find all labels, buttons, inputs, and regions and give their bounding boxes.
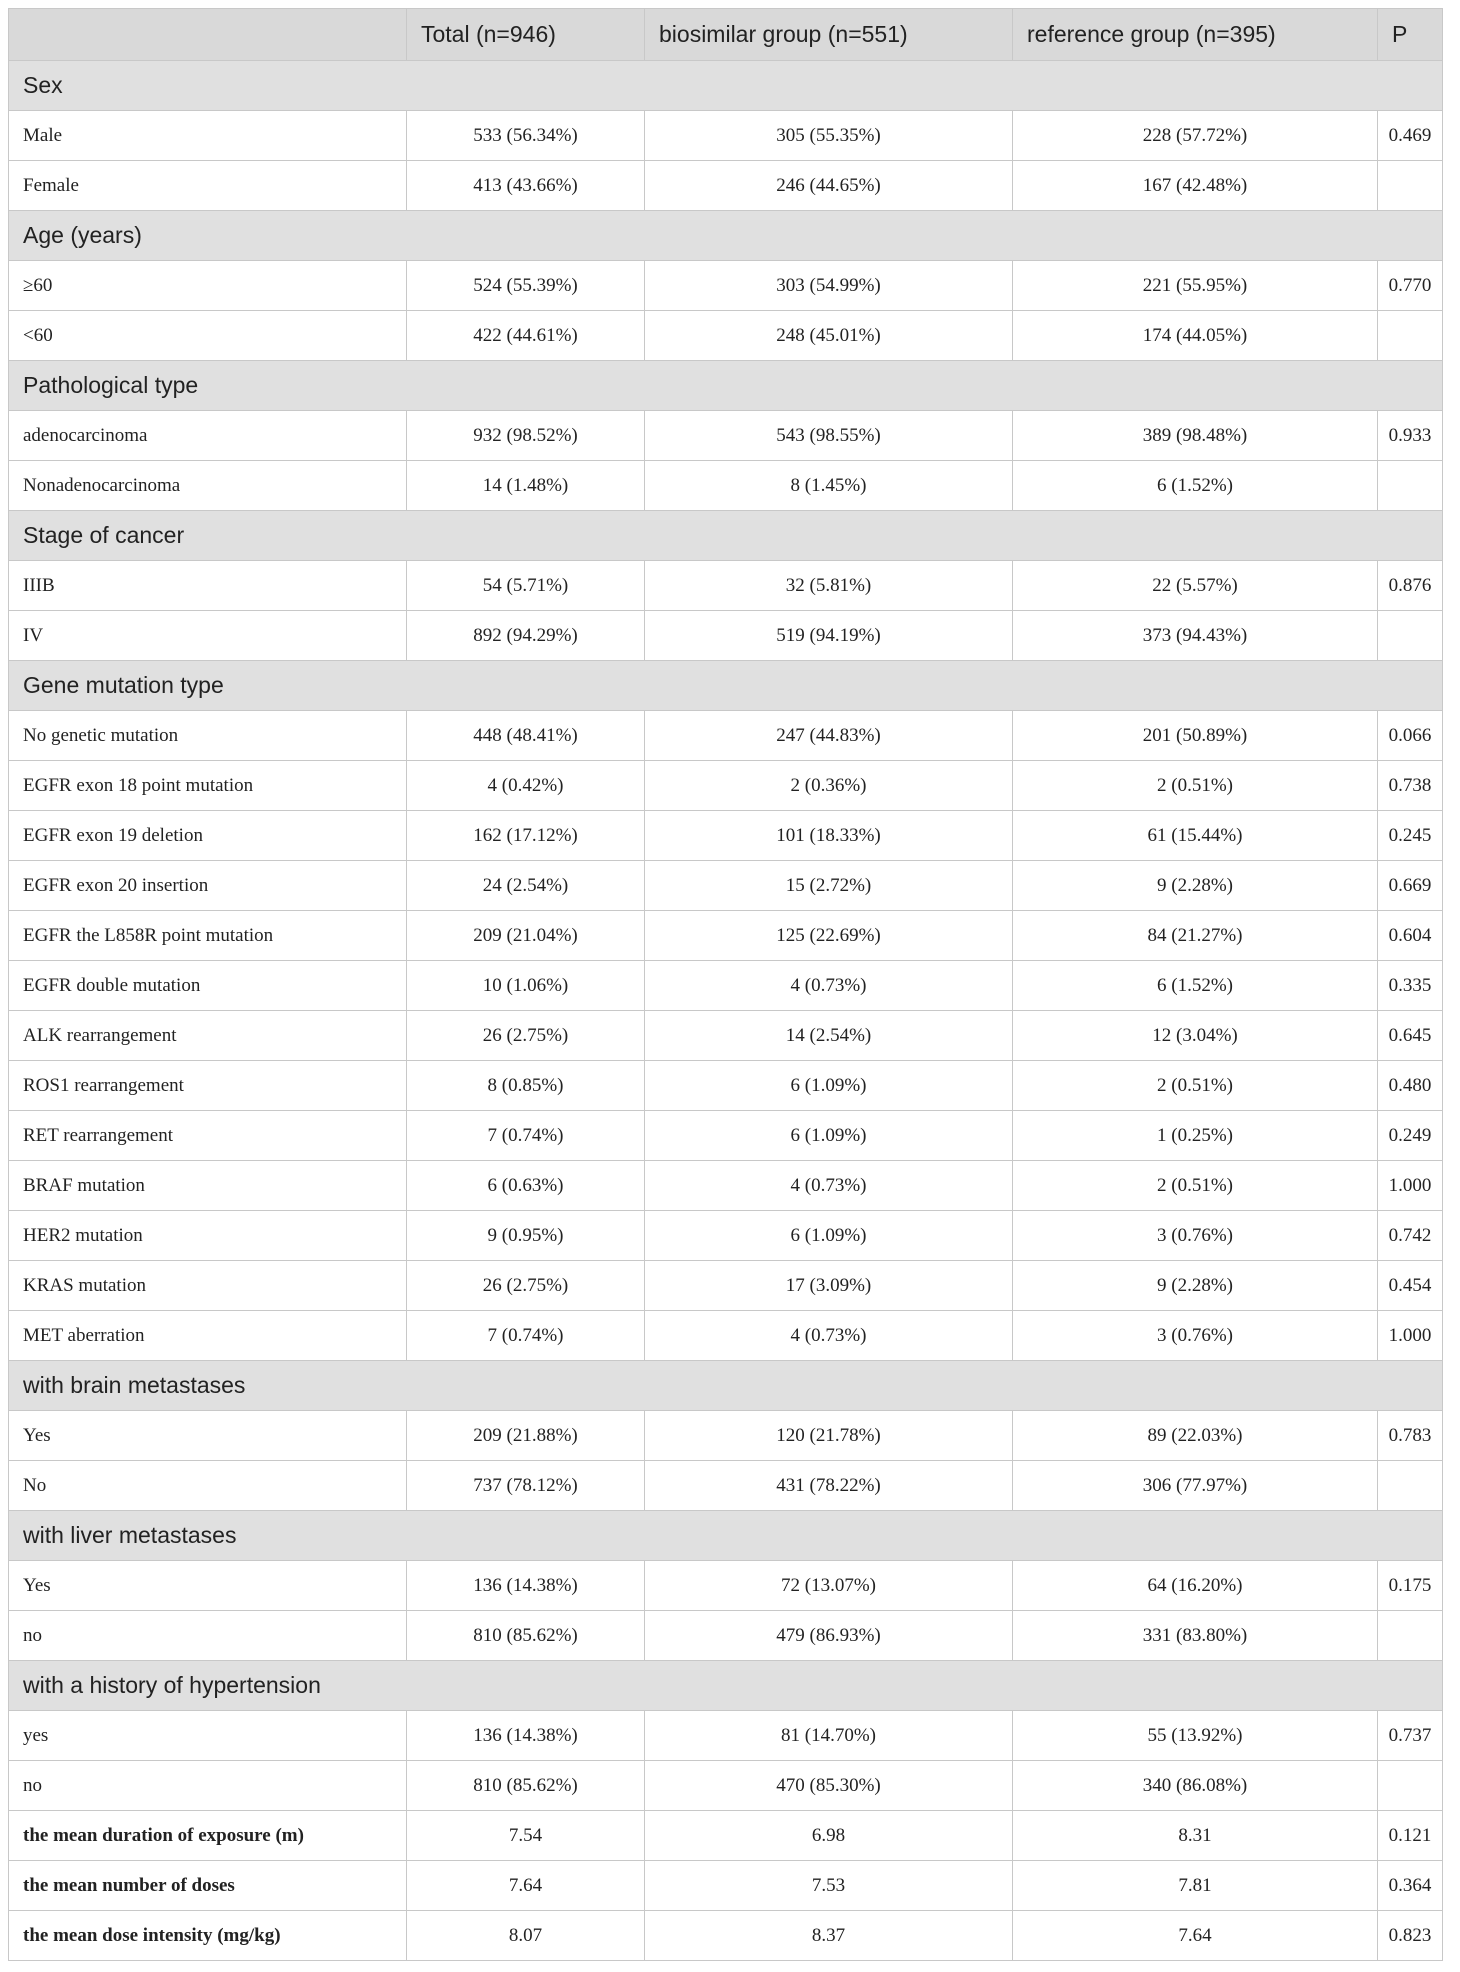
cell-label: KRAS mutation	[9, 1261, 407, 1311]
cell-label: Male	[9, 111, 407, 161]
table-row	[9, 1861, 1443, 1911]
table-row	[9, 811, 1443, 861]
cell-p-value: 0.783	[1378, 1411, 1443, 1461]
cell-total: 8.07	[407, 1911, 645, 1961]
cell-biosimilar: 303 (54.99%)	[645, 261, 1013, 311]
cell-reference: 6 (1.52%)	[1013, 461, 1378, 511]
cell-reference: 64 (16.20%)	[1013, 1561, 1378, 1611]
section-row	[9, 661, 1443, 711]
cell-reference: 221 (55.95%)	[1013, 261, 1378, 311]
table-header-row	[9, 9, 1443, 61]
cell-total: 810 (85.62%)	[407, 1611, 645, 1661]
header-cell-p: P	[1378, 9, 1443, 61]
cell-label: EGFR exon 18 point mutation	[9, 761, 407, 811]
cell-label: EGFR exon 19 deletion	[9, 811, 407, 861]
cell-total: 14 (1.48%)	[407, 461, 645, 511]
cell-biosimilar: 6.98	[645, 1811, 1013, 1861]
cell-biosimilar: 6 (1.09%)	[645, 1211, 1013, 1261]
section-row	[9, 1361, 1443, 1411]
cell-biosimilar: 4 (0.73%)	[645, 1311, 1013, 1361]
cell-p-value: 0.249	[1378, 1111, 1443, 1161]
cell-reference: 331 (83.80%)	[1013, 1611, 1378, 1661]
cell-label: EGFR double mutation	[9, 961, 407, 1011]
cell-total: 7.64	[407, 1861, 645, 1911]
cell-p-value	[1378, 311, 1443, 361]
cell-reference: 3 (0.76%)	[1013, 1211, 1378, 1261]
cell-biosimilar: 8 (1.45%)	[645, 461, 1013, 511]
cell-biosimilar: 120 (21.78%)	[645, 1411, 1013, 1461]
cell-reference: 61 (15.44%)	[1013, 811, 1378, 861]
cell-total: 24 (2.54%)	[407, 861, 645, 911]
cell-biosimilar: 246 (44.65%)	[645, 161, 1013, 211]
cell-label: EGFR exon 20 insertion	[9, 861, 407, 911]
table-row	[9, 1761, 1443, 1811]
cell-biosimilar: 2 (0.36%)	[645, 761, 1013, 811]
cell-total: 209 (21.04%)	[407, 911, 645, 961]
cell-p-value	[1378, 611, 1443, 661]
cell-total: 448 (48.41%)	[407, 711, 645, 761]
cell-p-value: 0.454	[1378, 1261, 1443, 1311]
cell-biosimilar: 8.37	[645, 1911, 1013, 1961]
table-row	[9, 1161, 1443, 1211]
table-row	[9, 111, 1443, 161]
cell-biosimilar: 7.53	[645, 1861, 1013, 1911]
cell-total: 737 (78.12%)	[407, 1461, 645, 1511]
cell-p-value: 0.335	[1378, 961, 1443, 1011]
cell-biosimilar: 6 (1.09%)	[645, 1111, 1013, 1161]
cell-biosimilar: 6 (1.09%)	[645, 1061, 1013, 1111]
table-row	[9, 311, 1443, 361]
cell-biosimilar: 248 (45.01%)	[645, 311, 1013, 361]
table-row	[9, 1261, 1443, 1311]
cell-label: IIIB	[9, 561, 407, 611]
cell-p-value: 0.604	[1378, 911, 1443, 961]
cell-label: EGFR the L858R point mutation	[9, 911, 407, 961]
cell-total: 7 (0.74%)	[407, 1111, 645, 1161]
cell-biosimilar: 125 (22.69%)	[645, 911, 1013, 961]
cell-biosimilar: 543 (98.55%)	[645, 411, 1013, 461]
cell-reference: 306 (77.97%)	[1013, 1461, 1378, 1511]
cell-label: RET rearrangement	[9, 1111, 407, 1161]
section-label: with brain metastases	[9, 1361, 1443, 1411]
baseline-characteristics-table	[8, 8, 1443, 1961]
cell-p-value: 0.245	[1378, 811, 1443, 861]
cell-total: 7 (0.74%)	[407, 1311, 645, 1361]
cell-biosimilar: 4 (0.73%)	[645, 961, 1013, 1011]
cell-label: ROS1 rearrangement	[9, 1061, 407, 1111]
cell-p-value: 0.364	[1378, 1861, 1443, 1911]
cell-total: 10 (1.06%)	[407, 961, 645, 1011]
cell-label: IV	[9, 611, 407, 661]
cell-p-value: 0.645	[1378, 1011, 1443, 1061]
cell-reference: 3 (0.76%)	[1013, 1311, 1378, 1361]
table-row	[9, 1011, 1443, 1061]
cell-p-value: 0.738	[1378, 761, 1443, 811]
header-cell-biosimilar: biosimilar group (n=551)	[645, 9, 1013, 61]
cell-total: 6 (0.63%)	[407, 1161, 645, 1211]
cell-reference: 7.81	[1013, 1861, 1378, 1911]
cell-p-value	[1378, 1611, 1443, 1661]
cell-label: No genetic mutation	[9, 711, 407, 761]
table-row	[9, 711, 1443, 761]
cell-total: 136 (14.38%)	[407, 1561, 645, 1611]
cell-p-value: 0.480	[1378, 1061, 1443, 1111]
section-row	[9, 361, 1443, 411]
cell-reference: 228 (57.72%)	[1013, 111, 1378, 161]
cell-label: ≥60	[9, 261, 407, 311]
cell-label: ALK rearrangement	[9, 1011, 407, 1061]
cell-biosimilar: 431 (78.22%)	[645, 1461, 1013, 1511]
cell-p-value: 0.121	[1378, 1811, 1443, 1861]
cell-label: the mean number of doses	[9, 1861, 407, 1911]
cell-label: <60	[9, 311, 407, 361]
table-row	[9, 1111, 1443, 1161]
cell-reference: 201 (50.89%)	[1013, 711, 1378, 761]
cell-label: MET aberration	[9, 1311, 407, 1361]
cell-reference: 2 (0.51%)	[1013, 761, 1378, 811]
section-label: with a history of hypertension	[9, 1661, 1443, 1711]
section-row	[9, 211, 1443, 261]
cell-total: 422 (44.61%)	[407, 311, 645, 361]
cell-biosimilar: 101 (18.33%)	[645, 811, 1013, 861]
cell-total: 892 (94.29%)	[407, 611, 645, 661]
table-row	[9, 911, 1443, 961]
table-row	[9, 761, 1443, 811]
table-row	[9, 261, 1443, 311]
cell-reference: 12 (3.04%)	[1013, 1011, 1378, 1061]
cell-biosimilar: 17 (3.09%)	[645, 1261, 1013, 1311]
cell-p-value: 0.742	[1378, 1211, 1443, 1261]
cell-total: 7.54	[407, 1811, 645, 1861]
cell-label: Yes	[9, 1561, 407, 1611]
cell-biosimilar: 479 (86.93%)	[645, 1611, 1013, 1661]
cell-reference: 9 (2.28%)	[1013, 1261, 1378, 1311]
cell-reference: 174 (44.05%)	[1013, 311, 1378, 361]
table-row	[9, 561, 1443, 611]
cell-label: No	[9, 1461, 407, 1511]
cell-reference: 6 (1.52%)	[1013, 961, 1378, 1011]
cell-p-value: 0.469	[1378, 111, 1443, 161]
table-row	[9, 1461, 1443, 1511]
cell-reference: 7.64	[1013, 1911, 1378, 1961]
cell-reference: 9 (2.28%)	[1013, 861, 1378, 911]
cell-p-value: 0.876	[1378, 561, 1443, 611]
cell-p-value: 0.175	[1378, 1561, 1443, 1611]
table-row	[9, 1711, 1443, 1761]
header-cell-reference: reference group (n=395)	[1013, 9, 1378, 61]
cell-reference: 1 (0.25%)	[1013, 1111, 1378, 1161]
table-row	[9, 1611, 1443, 1661]
cell-biosimilar: 81 (14.70%)	[645, 1711, 1013, 1761]
cell-reference: 167 (42.48%)	[1013, 161, 1378, 211]
cell-p-value	[1378, 161, 1443, 211]
cell-biosimilar: 72 (13.07%)	[645, 1561, 1013, 1611]
cell-biosimilar: 305 (55.35%)	[645, 111, 1013, 161]
section-row	[9, 1661, 1443, 1711]
cell-total: 26 (2.75%)	[407, 1011, 645, 1061]
section-row	[9, 1511, 1443, 1561]
cell-p-value: 0.066	[1378, 711, 1443, 761]
cell-label: BRAF mutation	[9, 1161, 407, 1211]
section-label: Gene mutation type	[9, 661, 1443, 711]
header-cell-variable	[9, 9, 407, 61]
cell-p-value: 0.770	[1378, 261, 1443, 311]
cell-biosimilar: 247 (44.83%)	[645, 711, 1013, 761]
section-label: Sex	[9, 61, 1443, 111]
cell-biosimilar: 14 (2.54%)	[645, 1011, 1013, 1061]
cell-total: 8 (0.85%)	[407, 1061, 645, 1111]
cell-label: Female	[9, 161, 407, 211]
section-label: with liver metastases	[9, 1511, 1443, 1561]
cell-label: adenocarcinoma	[9, 411, 407, 461]
table-row	[9, 961, 1443, 1011]
cell-reference: 22 (5.57%)	[1013, 561, 1378, 611]
cell-total: 9 (0.95%)	[407, 1211, 645, 1261]
table-row	[9, 1911, 1443, 1961]
cell-p-value: 0.823	[1378, 1911, 1443, 1961]
section-label: Stage of cancer	[9, 511, 1443, 561]
cell-total: 162 (17.12%)	[407, 811, 645, 861]
cell-reference: 389 (98.48%)	[1013, 411, 1378, 461]
table-row	[9, 411, 1443, 461]
cell-label: no	[9, 1761, 407, 1811]
table-container	[8, 8, 1442, 1961]
section-row	[9, 511, 1443, 561]
cell-biosimilar: 519 (94.19%)	[645, 611, 1013, 661]
table-row	[9, 1411, 1443, 1461]
cell-total: 26 (2.75%)	[407, 1261, 645, 1311]
cell-p-value	[1378, 461, 1443, 511]
cell-total: 533 (56.34%)	[407, 111, 645, 161]
cell-p-value: 1.000	[1378, 1161, 1443, 1211]
table-row	[9, 1311, 1443, 1361]
cell-label: HER2 mutation	[9, 1211, 407, 1261]
cell-total: 932 (98.52%)	[407, 411, 645, 461]
cell-reference: 89 (22.03%)	[1013, 1411, 1378, 1461]
cell-label: Yes	[9, 1411, 407, 1461]
cell-p-value: 1.000	[1378, 1311, 1443, 1361]
cell-p-value: 0.933	[1378, 411, 1443, 461]
table-row	[9, 1561, 1443, 1611]
cell-biosimilar: 4 (0.73%)	[645, 1161, 1013, 1211]
cell-p-value	[1378, 1761, 1443, 1811]
table-row	[9, 1061, 1443, 1111]
cell-total: 136 (14.38%)	[407, 1711, 645, 1761]
table-row	[9, 161, 1443, 211]
table-row	[9, 611, 1443, 661]
cell-biosimilar: 470 (85.30%)	[645, 1761, 1013, 1811]
cell-reference: 2 (0.51%)	[1013, 1061, 1378, 1111]
table-body	[9, 61, 1443, 1961]
cell-reference: 373 (94.43%)	[1013, 611, 1378, 661]
cell-p-value: 0.737	[1378, 1711, 1443, 1761]
cell-reference: 84 (21.27%)	[1013, 911, 1378, 961]
header-cell-total: Total (n=946)	[407, 9, 645, 61]
table-row	[9, 1211, 1443, 1261]
cell-total: 54 (5.71%)	[407, 561, 645, 611]
cell-total: 524 (55.39%)	[407, 261, 645, 311]
section-row	[9, 61, 1443, 111]
cell-total: 209 (21.88%)	[407, 1411, 645, 1461]
table-row	[9, 861, 1443, 911]
cell-biosimilar: 32 (5.81%)	[645, 561, 1013, 611]
cell-reference: 340 (86.08%)	[1013, 1761, 1378, 1811]
cell-p-value	[1378, 1461, 1443, 1511]
cell-total: 4 (0.42%)	[407, 761, 645, 811]
cell-total: 413 (43.66%)	[407, 161, 645, 211]
section-label: Age (years)	[9, 211, 1443, 261]
section-label: Pathological type	[9, 361, 1443, 411]
cell-total: 810 (85.62%)	[407, 1761, 645, 1811]
cell-label: yes	[9, 1711, 407, 1761]
cell-p-value: 0.669	[1378, 861, 1443, 911]
cell-reference: 8.31	[1013, 1811, 1378, 1861]
cell-label: the mean duration of exposure (m)	[9, 1811, 407, 1861]
cell-label: Nonadenocarcinoma	[9, 461, 407, 511]
cell-reference: 55 (13.92%)	[1013, 1711, 1378, 1761]
cell-label: the mean dose intensity (mg/kg)	[9, 1911, 407, 1961]
cell-label: no	[9, 1611, 407, 1661]
cell-reference: 2 (0.51%)	[1013, 1161, 1378, 1211]
table-row	[9, 461, 1443, 511]
cell-biosimilar: 15 (2.72%)	[645, 861, 1013, 911]
table-row	[9, 1811, 1443, 1861]
